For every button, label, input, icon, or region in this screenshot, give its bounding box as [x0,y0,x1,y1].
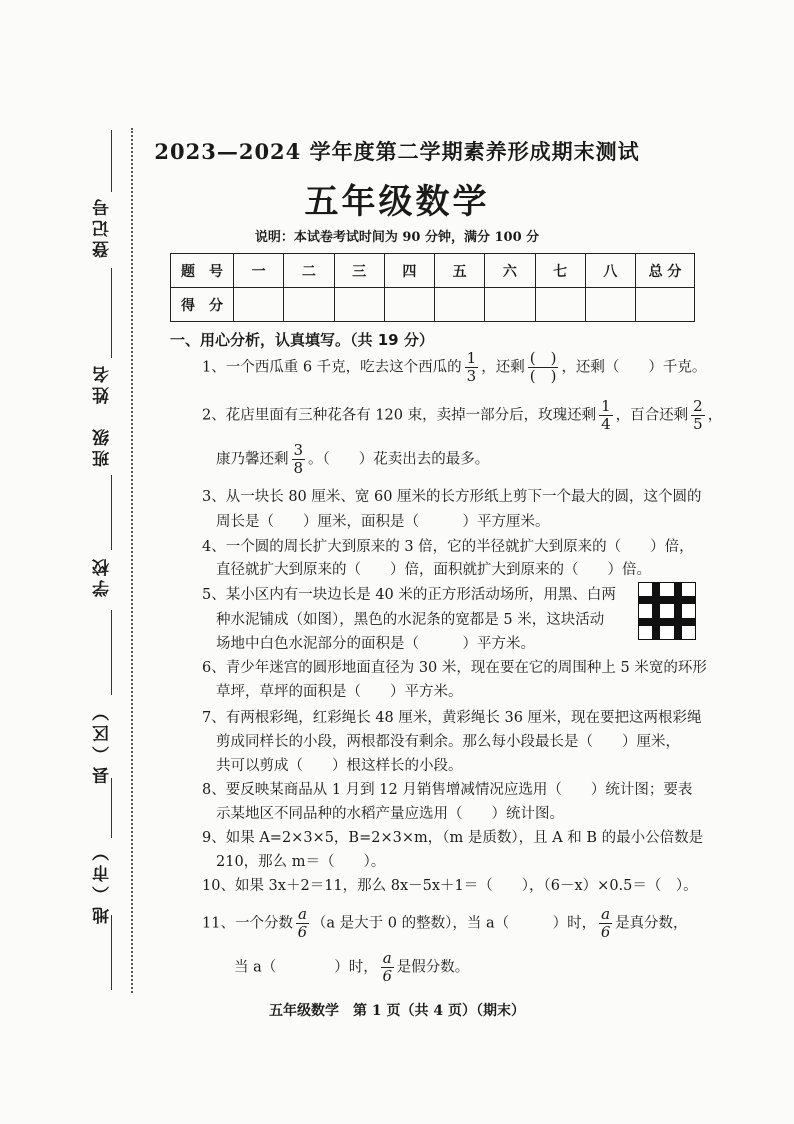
score-input-cell[interactable] [535,288,585,322]
black-strip [652,582,660,640]
question-text: 当 a（ ）时， [234,959,378,976]
fraction-denominator: 4 [601,415,611,433]
question-4-line-1: 4、一个圆的周长扩大到原来的 3 倍，它的半径就扩大到原来的（ ）倍， [202,539,694,555]
score-input-cell[interactable] [334,288,384,322]
paving-grid-figure [638,582,696,640]
score-input-cell[interactable] [435,288,485,322]
grid-outline [638,582,696,640]
class-label: 班级 [93,425,113,467]
score-input-cell[interactable] [636,288,695,322]
question-1 [202,350,706,385]
score-input-cell[interactable] [384,288,434,322]
black-strip [638,618,696,626]
question-7-line-3: 共可以剪成（ ）根这样长的小段。 [216,758,463,774]
question-6-line-1: 6、青少年迷宫的圆形地面直径为 30 米，现在要在它的周围种上 5 米宽的环形 [202,660,707,676]
score-table-cell: 四 [384,254,434,288]
registration-number-label: 登记号 [93,195,113,258]
question-text: 是假分数。 [396,959,470,976]
score-table-cell: 六 [485,254,535,288]
question-11 [202,906,688,941]
exam-subject: 五年级数学 [304,182,490,222]
black-strip [638,596,696,604]
score-table-cell: 三 [334,254,384,288]
name-label: 姓名 [93,362,113,404]
fraction [465,350,479,385]
question-2-line-2 [216,442,489,477]
question-4-line-2: 直径就扩大到原来的（ ）倍，面积就扩大到原来的（ ）倍。 [216,562,651,578]
question-9-line-2: 210，那么 m＝（ ）。 [216,854,386,870]
exam-note: 说明：本试卷考试时间为 90 分钟，满分 100 分 [254,230,540,245]
answer-fraction-blank[interactable] [528,350,559,385]
fraction [381,950,394,985]
score-table-cell: 七 [535,254,585,288]
question-3-line-1: 3、从一块长 80 厘米、宽 60 厘米的长方形纸上剪下一个最大的圆，这个圆的 [202,489,702,505]
fraction-numerator: 3 [293,441,304,459]
question-7-line-2: 剪成同样长的小段，两根都没有剩余。那么每小段最长是（ ）厘米， [216,734,680,750]
question-text: 是真分数， [615,915,688,932]
question-6-line-2: 草坪，草坪的面积是（ ）平方米。 [216,684,463,700]
fraction-denominator: 3 [466,367,477,385]
fraction [292,442,306,477]
score-table-score-row [171,288,695,322]
score-table-cell: 二 [284,254,334,288]
question-5-line-1: 5、某小区内有一块边长是 40 米的正方形活动场所，用黑、白两 [202,587,616,603]
fraction [599,906,612,941]
score-input-cell[interactable] [234,288,284,322]
fraction-denominator: 5 [693,415,703,433]
score-table-header-row [171,254,695,288]
fraction-denominator: 8 [293,459,304,477]
city-field[interactable] [111,915,112,990]
question-10: 10、如果 3x＋2＝11，那么 8x－5x＋1＝（ ），（6－x）×0.5＝（ ）。 [202,878,698,894]
fraction [691,398,705,433]
question-text: 。（ ）花卖出去的最多。 [308,451,490,468]
fraction-numerator: a [382,949,392,967]
score-input-cell[interactable] [485,288,535,322]
score-table-cell: 八 [585,254,635,288]
name-field[interactable] [111,268,112,358]
question-text: 2、花店里面有三种花各有 120 束，卖掉一部分后，玫瑰还剩 [202,407,597,424]
fraction-denominator: ( ) [529,367,557,385]
question-text: （a 是大于 0 的整数），当 a（ ）时， [311,915,597,932]
score-input-cell[interactable] [284,288,334,322]
question-text: 11、一个分数 [202,915,293,932]
fraction-numerator: a [601,905,611,923]
fraction-numerator: 1 [601,397,611,415]
question-2 [202,398,722,433]
question-8-line-1: 8、要反映某商品从 1 月到 12 月销售增减情况应选用（ ）统计图；要表 [202,782,693,798]
fraction-denominator: 6 [382,967,393,985]
fraction-numerator: 1 [466,349,477,367]
question-text: 1、一个西瓜重 6 千克，吃去这个西瓜的 [202,359,462,376]
county-label: 县（区） [93,700,113,784]
score-table [170,253,695,322]
city-label: 地（市） [93,840,113,924]
question-text: 康乃馨还剩 [216,451,289,468]
score-table-cell: 五 [435,254,485,288]
question-3-line-2: 周长是（ ）厘米，面积是（ ）平方厘米。 [216,514,550,530]
binding-dotted-line [131,128,133,993]
question-11-line-2 [234,950,469,985]
fraction-denominator: 6 [600,923,611,941]
page-footer: 五年级数学 第 1 页（共 4 页）（期末） [269,1003,525,1019]
question-5-line-2: 种水泥铺成（如图），黑色的水泥条的宽都是 5 米，这块活动 [216,612,605,628]
score-table-cell: 一 [234,254,284,288]
section-heading: 一、用心分析，认真填写。（共 19 分） [170,331,434,349]
school-field[interactable] [111,610,112,695]
score-table-cell: 得 分 [171,288,234,322]
fraction [296,906,309,941]
question-text: ，百合还剩 [615,407,689,424]
score-input-cell[interactable] [585,288,635,322]
school-label: 学校 [93,555,113,597]
fraction-numerator: 2 [693,397,703,415]
question-text: ，还剩 [481,359,525,376]
score-table-cell: 总 分 [636,254,695,288]
fraction-numerator: a [297,905,307,923]
score-table-cell: 题 号 [171,254,234,288]
question-text: ， [707,407,723,424]
fraction-denominator: 6 [297,923,308,941]
fraction [599,398,613,433]
fraction-numerator: ( ) [529,349,557,367]
question-text: ，还剩（ ）千克。 [561,359,707,376]
black-strip [674,582,682,640]
question-5-line-3: 场地中白色水泥部分的面积是（ ）平方米。 [216,636,535,652]
question-8-line-2: 示某地区不同品种的水稻产量应选用（ ）统计图。 [216,806,564,822]
question-9-line-1: 9、如果 A=2×3×5，B=2×3×m，（m 是质数），且 A 和 B 的最小公倍数是 [202,830,704,846]
county-field[interactable] [111,778,112,838]
class-field[interactable] [111,475,112,550]
question-7-line-1: 7、有两根彩绳，红彩绳长 48 厘米，黄彩绳长 36 厘米，现在要把这两根彩绳 [202,710,702,726]
exam-title: 2023—2024 学年度第二学期素养形成期末测试 [154,139,640,164]
